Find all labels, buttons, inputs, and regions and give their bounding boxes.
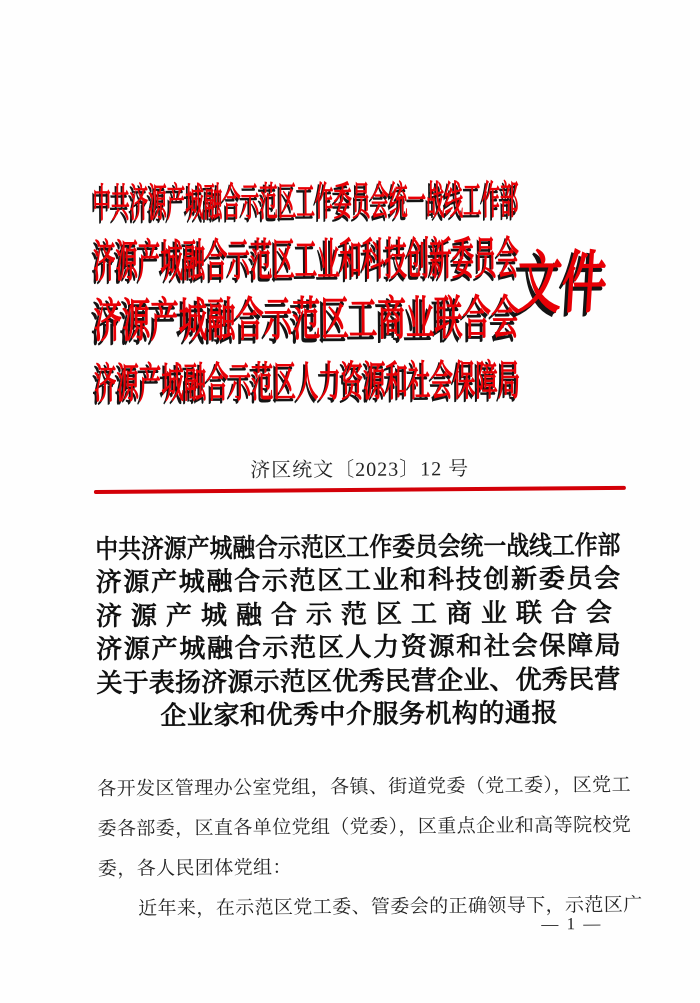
- letterhead-org-line-3: 济源产城融合示范区工商业联合会: [93, 292, 520, 349]
- letterhead-org-line-1: 中共济源产城融合示范区工作委员会统一战线工作部: [92, 177, 519, 227]
- notice-title-line-6: 企业家和优秀中介服务机构的通报: [160, 698, 559, 731]
- body-addressee-line-2: 委各部委，区直各单位党组（党委），区重点企业和高等院校党: [97, 814, 632, 840]
- body-addressee-line-3: 委，各人民团体党组：: [97, 857, 292, 880]
- letterhead-org-line-4: 济源产城融合示范区人力资源和社会保障局: [93, 358, 521, 409]
- page-number: — 1 —: [541, 914, 603, 934]
- red-separator-rule: [94, 486, 626, 494]
- notice-title-line-1: 中共济源产城融合示范区工作委员会统一战线工作部: [95, 530, 621, 565]
- letterhead-org-line-2: 济源产城融合示范区工业和科技创新委员会: [92, 233, 520, 288]
- notice-title: [95, 529, 622, 733]
- notice-title-line-2: 济源产城融合示范区工业和科技创新委员会: [95, 564, 623, 598]
- notice-body: [97, 766, 643, 930]
- notice-title-line-5: 关于表扬济源示范区优秀民营企业、优秀民营: [96, 664, 621, 698]
- notice-title-line-4: 济源产城融合示范区人力资源和社会保障局: [96, 631, 623, 665]
- document-reference-number: 济区统文〔2023〕12 号: [250, 458, 470, 482]
- body-addressee-line-1: 各开发区管理办公室党组，各镇、街道党委（党工委），区党工: [97, 774, 632, 800]
- letterhead-document-word: 文件: [514, 244, 610, 322]
- notice-title-line-3: 济源产城融合示范区工商业联合会: [95, 597, 622, 631]
- body-paragraph-line-1: 近年来，在示范区党工委、管委会的正确领导下，示范区广: [138, 894, 643, 920]
